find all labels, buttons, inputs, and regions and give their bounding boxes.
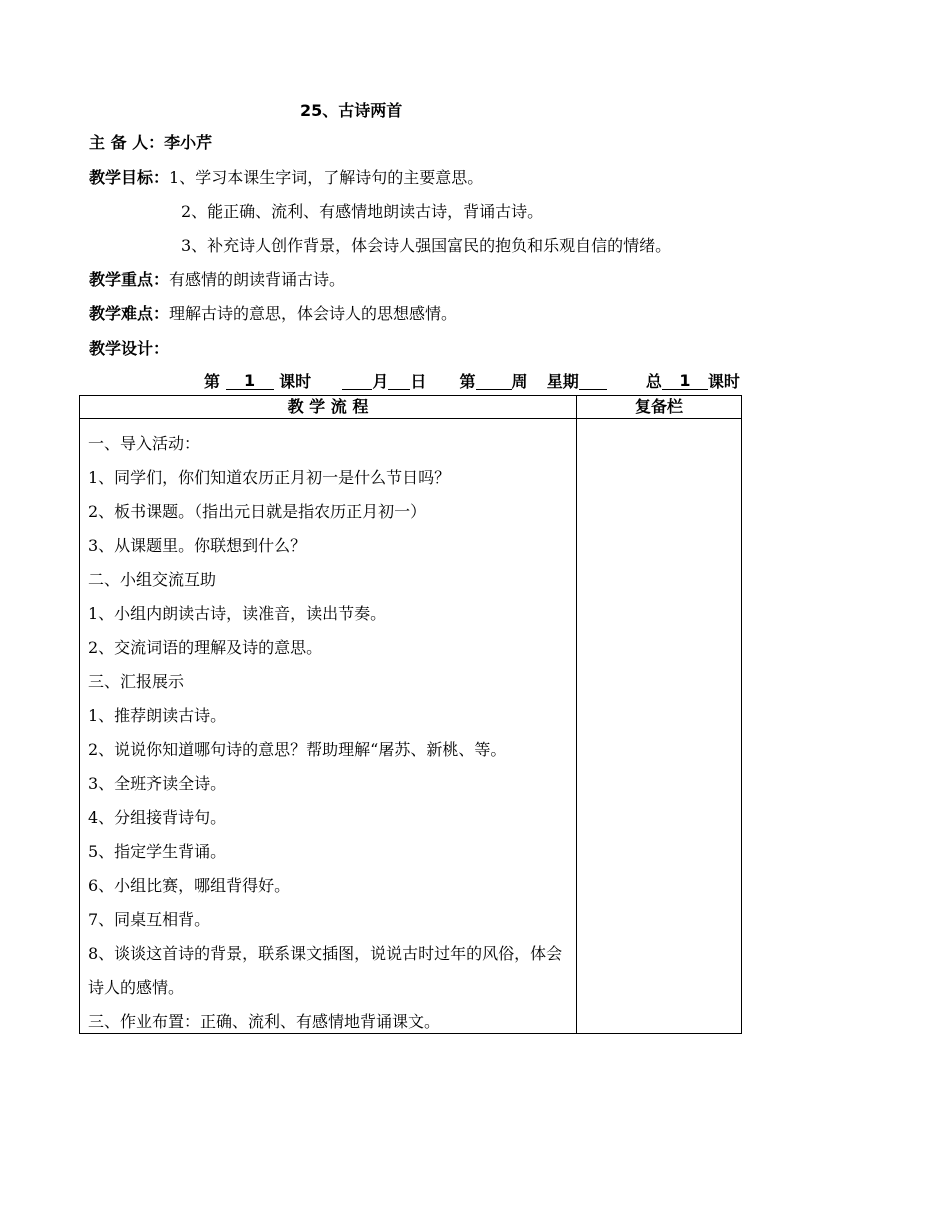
review-column-cell[interactable] <box>576 419 741 1034</box>
objectives-label: 教学目标： <box>89 168 170 187</box>
flow-row: 二、小组交流互助 <box>88 570 217 589</box>
flow-row: 1、同学们，你们知道农历正月初一是什么节日吗？ <box>88 468 451 487</box>
session-weekday-label: 星期 <box>546 372 579 391</box>
flow-row: 3、全班齐读全诗。 <box>88 774 227 793</box>
week-field <box>476 371 512 390</box>
difficulty-label: 教学难点： <box>89 304 170 323</box>
session-di2: 第 <box>459 372 476 391</box>
header-teaching-flow: 教 学 流 程 <box>80 396 577 419</box>
session-day-label: 日 <box>410 372 427 391</box>
flow-row: 4、分组接背诗句。 <box>88 808 227 827</box>
key-point-label: 教学重点： <box>89 270 170 289</box>
flow-row: 2、说说你知道哪句诗的意思？帮助理解“屠苏、新桃、等。 <box>88 740 507 759</box>
flow-row: 3、从课题里。你联想到什么？ <box>88 536 307 555</box>
lesson-title: 25、古诗两首 <box>300 101 403 120</box>
session-week-label: 周 <box>511 372 528 391</box>
month-field <box>342 371 372 390</box>
design-line <box>89 337 169 361</box>
session-info-line <box>204 371 740 393</box>
flow-row: 7、同桌互相背。 <box>88 910 211 929</box>
preparer-name: 李小芹 <box>164 133 213 152</box>
session-total-label: 总 <box>645 372 662 391</box>
total-lessons-field: 1 <box>662 371 708 390</box>
objectives-line-1 <box>89 166 483 190</box>
flow-row: 1、推荐朗读古诗。 <box>88 706 227 725</box>
weekday-field <box>579 371 607 390</box>
design-label: 教学设计： <box>89 339 170 358</box>
day-field <box>388 371 410 390</box>
flow-row: 2、交流词语的理解及诗的意思。 <box>88 638 323 657</box>
key-point-text: 有感情的朗读背诵古诗。 <box>169 270 346 289</box>
teaching-flow-cell <box>80 419 577 1034</box>
key-point-line <box>89 268 345 292</box>
objective-item: 2、能正确、流利、有感情地朗读古诗，背诵古诗。 <box>181 202 544 221</box>
flow-row: 2、板书课题。（指出元日就是指农历正月初一） <box>88 502 427 521</box>
session-di: 第 <box>204 372 221 391</box>
header-review-column: 复备栏 <box>576 396 741 419</box>
flow-row: 一、导入活动： <box>88 434 201 453</box>
flow-row: 6、小组比赛，哪组背得好。 <box>88 876 291 895</box>
session-keshi: 课时 <box>279 372 312 391</box>
objective-item: 1、学习本课生字词，了解诗句的主要意思。 <box>169 168 484 187</box>
preparer-line <box>89 131 212 155</box>
teaching-flow-table <box>79 395 742 1034</box>
teaching-flow-content <box>80 419 576 1033</box>
flow-row: 8、谈谈这首诗的背景，联系课文插图，说说古时过年的风俗，体会诗人的感情。 <box>88 944 563 997</box>
session-month-label: 月 <box>372 372 389 391</box>
flow-row: 1、小组内朗读古诗，读准音，读出节奏。 <box>88 604 387 623</box>
difficulty-line <box>89 302 457 326</box>
lesson-number-field: 1 <box>226 371 274 390</box>
preparer-label: 主 备 人： <box>89 133 165 152</box>
session-keshi2: 课时 <box>707 372 740 391</box>
flow-row: 三、作业布置：正确、流利、有感情地背诵课文。 <box>88 1012 441 1031</box>
difficulty-text: 理解古诗的意思，体会诗人的思想感情。 <box>169 304 458 323</box>
flow-row: 5、指定学生背诵。 <box>88 842 227 861</box>
objective-item: 3、补充诗人创作背景，体会诗人强国富民的抱负和乐观自信的情绪。 <box>181 236 672 255</box>
flow-row: 三、汇报展示 <box>88 672 185 691</box>
